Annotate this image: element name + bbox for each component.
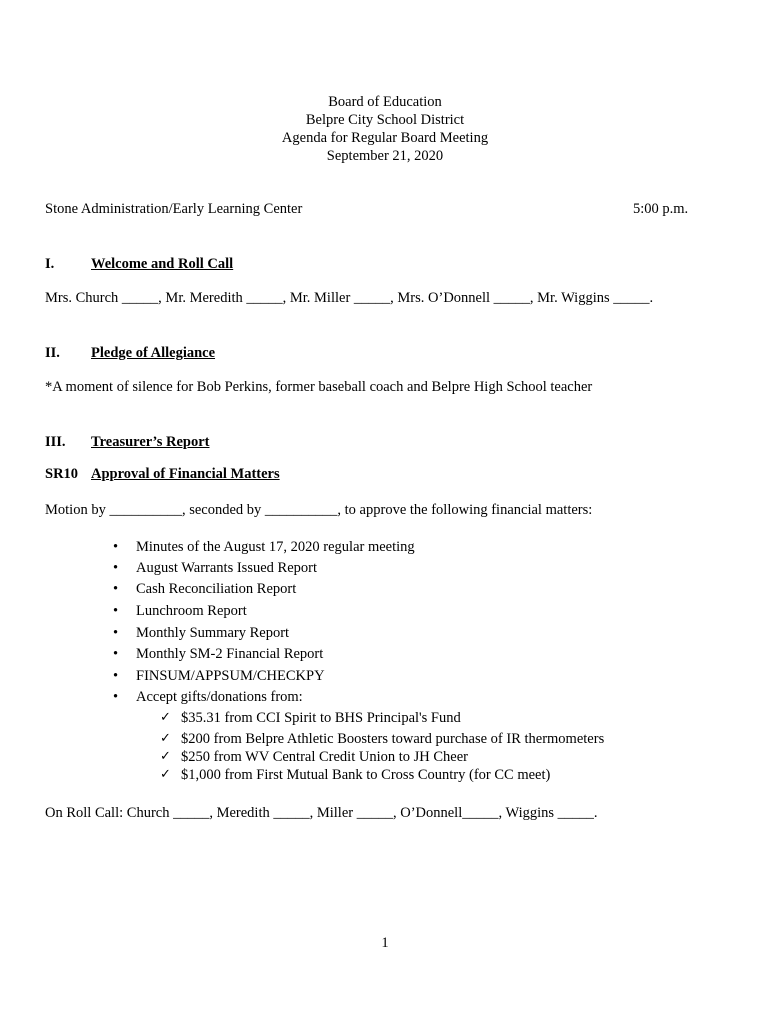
header-district: Belpre City School District — [305, 112, 465, 128]
gift-item-text: $1,000 from First Mutual Bank to Cross Country (for CC meet) — [181, 767, 551, 783]
gift-item-text: $200 from Belpre Athletic Boosters toward purchase of IR thermometers — [181, 731, 605, 747]
meeting-time: 5:00 p.m. — [633, 201, 689, 217]
list-item-text: Lunchroom Report — [136, 603, 247, 619]
bullet-icon: • — [113, 539, 119, 555]
bullet-icon: • — [113, 689, 119, 705]
roll-call-line: Mrs. Church _____, Mr. Meredith _____, Mr. Miller _____, Mrs. O’Donnell _____, Mr. Wiggins _____. — [45, 290, 654, 306]
list-item-text: FINSUM/APPSUM/CHECKPY — [136, 668, 325, 684]
sr10-title: Approval of Financial Matters — [91, 466, 280, 482]
page-number: 1 — [381, 935, 389, 951]
list-item-text: Monthly Summary Report — [136, 625, 290, 641]
list-item-text: Monthly SM-2 Financial Report — [136, 646, 324, 662]
roll-call-vote: On Roll Call: Church _____, Meredith _____, Miller _____, O’Donnell_____, Wiggins _____. — [45, 805, 598, 821]
section-1-numeral: I. — [45, 256, 55, 272]
section-3-numeral: III. — [45, 434, 66, 450]
list-item-text: August Warrants Issued Report — [136, 560, 317, 576]
list-item-text: Cash Reconciliation Report — [136, 581, 297, 597]
header-date: September 21, 2020 — [326, 148, 444, 164]
motion-line: Motion by __________, seconded by __________, to approve the following financial matters: — [45, 502, 593, 518]
meeting-location: Stone Administration/Early Learning Center — [45, 201, 303, 217]
gift-item-text: $250 from WV Central Credit Union to JH Cheer — [181, 749, 469, 765]
bullet-icon: • — [113, 581, 119, 597]
checkmark-icon: ✓ — [160, 731, 171, 746]
bullet-icon: • — [113, 603, 119, 619]
checkmark-icon: ✓ — [160, 749, 171, 764]
bullet-icon: • — [113, 560, 119, 576]
bullet-icon: • — [113, 668, 119, 684]
sr10-code: SR10 — [45, 466, 79, 482]
list-item-text: Accept gifts/donations from: — [136, 689, 303, 705]
header-board: Board of Education — [328, 94, 442, 110]
section-1-title: Welcome and Roll Call — [91, 256, 234, 272]
moment-of-silence: *A moment of silence for Bob Perkins, former baseball coach and Belpre High School teacher — [45, 379, 593, 395]
section-3-title: Treasurer’s Report — [91, 434, 210, 450]
checkmark-icon: ✓ — [160, 710, 171, 725]
gift-item-text: $35.31 from CCI Spirit to BHS Principal's Fund — [181, 710, 461, 726]
list-item-text: Minutes of the August 17, 2020 regular meeting — [136, 539, 415, 555]
header-agenda: Agenda for Regular Board Meeting — [281, 130, 489, 146]
section-2-numeral: II. — [45, 345, 60, 361]
bullet-icon: • — [113, 646, 119, 662]
checkmark-icon: ✓ — [160, 767, 171, 782]
section-2-title: Pledge of Allegiance — [91, 345, 216, 361]
bullet-icon: • — [113, 625, 119, 641]
